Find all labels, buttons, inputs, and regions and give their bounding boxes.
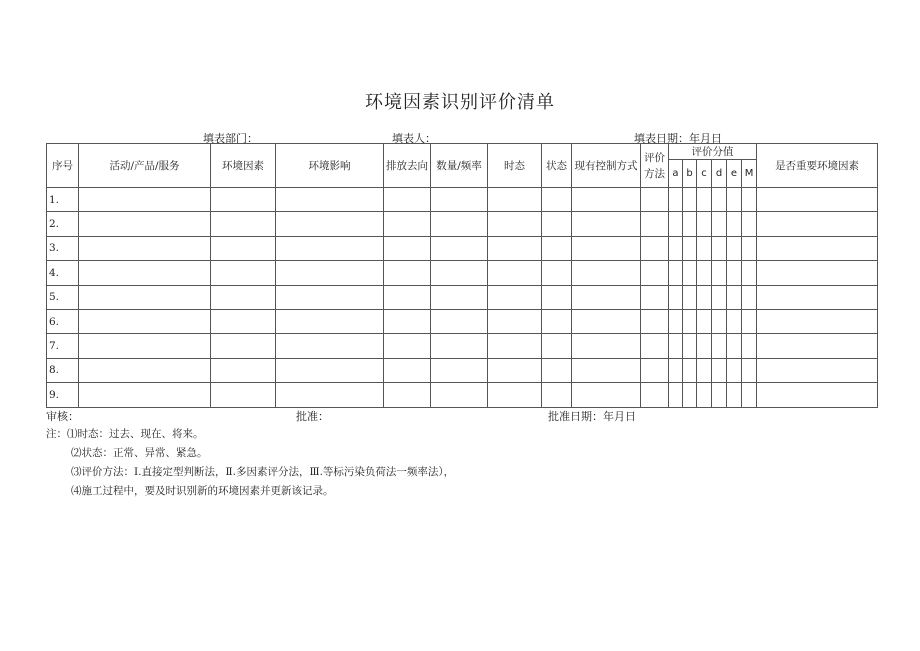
col-discharge: 排放去向 [384, 144, 431, 188]
col-tense: 时态 [488, 144, 542, 188]
table-cell[interactable] [542, 334, 572, 358]
table-cell[interactable] [742, 188, 757, 212]
table-cell[interactable] [669, 309, 683, 333]
table-cell[interactable] [697, 212, 712, 236]
table-cell[interactable] [641, 188, 669, 212]
table-cell[interactable] [641, 383, 669, 407]
row-number: 7. [47, 334, 79, 358]
note-1: 注：⑴时态：过去、现在、将来。 [46, 428, 204, 440]
table-cell[interactable] [712, 334, 727, 358]
col-no: 序号 [47, 144, 79, 188]
table-row [47, 334, 878, 358]
table-row [47, 236, 878, 260]
table-cell[interactable] [669, 212, 683, 236]
table-cell[interactable] [384, 358, 431, 382]
table-cell[interactable] [79, 261, 211, 285]
fill-date-label: 填表日期：年月日 [634, 132, 722, 145]
col-score-a: a [669, 160, 683, 188]
table-cell[interactable] [542, 383, 572, 407]
table-cell[interactable] [712, 358, 727, 382]
table-cell[interactable] [727, 358, 742, 382]
table-cell[interactable] [572, 383, 641, 407]
table-cell[interactable] [757, 358, 878, 382]
table-cell[interactable] [384, 188, 431, 212]
notes [46, 425, 454, 501]
table-cell[interactable] [712, 212, 727, 236]
table-cell[interactable] [488, 383, 542, 407]
table-cell[interactable] [384, 285, 431, 309]
table-cell[interactable] [712, 236, 727, 260]
table-cell[interactable] [276, 236, 384, 260]
col-activity: 活动/产品/服务 [79, 144, 211, 188]
table-cell[interactable] [742, 236, 757, 260]
table-cell[interactable] [742, 285, 757, 309]
row-number: 9. [47, 383, 79, 407]
table-cell[interactable] [276, 334, 384, 358]
table-cell[interactable] [542, 261, 572, 285]
col-score-b: b [683, 160, 697, 188]
review-label: 审核： [46, 410, 79, 423]
table-cell[interactable] [431, 334, 488, 358]
table-cell[interactable] [683, 334, 697, 358]
table-cell[interactable] [712, 261, 727, 285]
table-cell[interactable] [488, 212, 542, 236]
table-cell[interactable] [572, 334, 641, 358]
table-cell[interactable] [641, 285, 669, 309]
row-number: 2. [47, 212, 79, 236]
table-cell[interactable] [669, 358, 683, 382]
col-score: 评价分值 [669, 144, 757, 160]
table-cell[interactable] [211, 383, 276, 407]
table-cell[interactable] [757, 212, 878, 236]
table-cell[interactable] [727, 383, 742, 407]
table-cell[interactable] [572, 358, 641, 382]
table-cell[interactable] [683, 261, 697, 285]
table-cell[interactable] [431, 188, 488, 212]
table-cell[interactable] [431, 261, 488, 285]
table-row [47, 212, 878, 236]
table-cell[interactable] [572, 236, 641, 260]
table-cell[interactable] [488, 285, 542, 309]
col-method-line2: 方法 [644, 167, 665, 180]
table-cell[interactable] [276, 309, 384, 333]
table-cell[interactable] [727, 212, 742, 236]
table-cell[interactable] [488, 334, 542, 358]
table-cell[interactable] [572, 309, 641, 333]
table-cell[interactable] [276, 358, 384, 382]
table-cell[interactable] [641, 334, 669, 358]
table-cell[interactable] [727, 309, 742, 333]
col-score-c: c [697, 160, 712, 188]
table-cell[interactable] [79, 334, 211, 358]
table-cell[interactable] [431, 383, 488, 407]
table-cell[interactable] [211, 309, 276, 333]
row-number: 4. [47, 261, 79, 285]
col-score-m: M [742, 160, 757, 188]
table-cell[interactable] [276, 212, 384, 236]
table-cell[interactable] [79, 285, 211, 309]
filler-label: 填表人： [392, 132, 436, 145]
table-cell[interactable] [727, 334, 742, 358]
table-cell[interactable] [211, 334, 276, 358]
table-cell[interactable] [757, 188, 878, 212]
table-cell[interactable] [79, 212, 211, 236]
table-cell[interactable] [669, 285, 683, 309]
table-row [47, 261, 878, 285]
col-method-line1: 评价 [644, 151, 665, 164]
table-cell[interactable] [712, 383, 727, 407]
table-cell[interactable] [742, 309, 757, 333]
table-cell[interactable] [757, 383, 878, 407]
table-cell[interactable] [757, 261, 878, 285]
table-cell[interactable] [431, 236, 488, 260]
table-cell[interactable] [488, 309, 542, 333]
table-cell[interactable] [742, 334, 757, 358]
table-cell[interactable] [542, 285, 572, 309]
header-row-1 [47, 144, 878, 160]
table-cell[interactable] [757, 285, 878, 309]
row-number: 5. [47, 285, 79, 309]
table-cell[interactable] [79, 309, 211, 333]
table-cell[interactable] [572, 261, 641, 285]
col-quantity: 数量/频率 [431, 144, 488, 188]
table-cell[interactable] [542, 358, 572, 382]
table-row [47, 383, 878, 407]
approve-date-label: 批准日期：年月日 [548, 410, 636, 423]
table-cell[interactable] [384, 309, 431, 333]
table-cell[interactable] [211, 358, 276, 382]
dept-label: 填表部门： [203, 132, 258, 145]
table-row [47, 285, 878, 309]
table-cell[interactable] [641, 358, 669, 382]
row-number: 1. [47, 188, 79, 212]
table-cell[interactable] [683, 188, 697, 212]
table-cell[interactable] [683, 236, 697, 260]
table-cell[interactable] [727, 261, 742, 285]
table-cell[interactable] [727, 285, 742, 309]
table-cell[interactable] [669, 334, 683, 358]
page-title: 环境因素识别评价清单 [365, 92, 555, 113]
table-cell[interactable] [757, 309, 878, 333]
table-cell[interactable] [488, 236, 542, 260]
table-cell[interactable] [211, 261, 276, 285]
table-cell[interactable] [572, 188, 641, 212]
row-number: 3. [47, 236, 79, 260]
table-row [47, 188, 878, 212]
table-cell[interactable] [431, 358, 488, 382]
note-4: ⑷施工过程中，要及时识别新的环境因素并更新该记录。 [71, 485, 334, 497]
table-cell[interactable] [697, 261, 712, 285]
table-cell[interactable] [683, 383, 697, 407]
table-cell[interactable] [572, 212, 641, 236]
table-cell[interactable] [683, 285, 697, 309]
table-cell[interactable] [641, 261, 669, 285]
table-cell[interactable] [276, 285, 384, 309]
table-cell[interactable] [742, 212, 757, 236]
table-cell[interactable] [669, 261, 683, 285]
table-cell[interactable] [384, 334, 431, 358]
table-cell[interactable] [757, 236, 878, 260]
table-cell[interactable] [79, 383, 211, 407]
table-row [47, 358, 878, 382]
col-significant: 是否重要环境因素 [757, 144, 878, 188]
col-score-e: e [727, 160, 742, 188]
table-cell[interactable] [276, 261, 384, 285]
table-cell[interactable] [669, 188, 683, 212]
table-cell[interactable] [384, 383, 431, 407]
table-cell[interactable] [683, 212, 697, 236]
table-cell[interactable] [727, 236, 742, 260]
table-cell[interactable] [542, 309, 572, 333]
note-2: ⑵状态：正常、异常、紧急。 [71, 447, 208, 459]
table-cell[interactable] [542, 212, 572, 236]
table-cell[interactable] [641, 236, 669, 260]
row-number: 8. [47, 358, 79, 382]
table-row [47, 309, 878, 333]
col-score-d: d [712, 160, 727, 188]
table-cell[interactable] [697, 236, 712, 260]
table-cell[interactable] [542, 236, 572, 260]
table-cell[interactable] [697, 358, 712, 382]
table-cell[interactable] [727, 188, 742, 212]
table-cell[interactable] [384, 261, 431, 285]
table-cell[interactable] [572, 285, 641, 309]
table-cell[interactable] [757, 334, 878, 358]
col-control: 现有控制方式 [572, 144, 641, 188]
table-cell[interactable] [211, 212, 276, 236]
note-3: ⑶评价方法：Ⅰ.直接定型判断法，Ⅱ.多因素评分法，Ⅲ.等标污染负荷法一频率法）， [71, 466, 455, 478]
table-cell[interactable] [276, 383, 384, 407]
table-cell[interactable] [712, 309, 727, 333]
col-factor: 环境因素 [211, 144, 276, 188]
table-cell[interactable] [79, 188, 211, 212]
table-cell[interactable] [697, 383, 712, 407]
table-cell[interactable] [669, 236, 683, 260]
table-cell[interactable] [669, 383, 683, 407]
col-state: 状态 [542, 144, 572, 188]
table-cell[interactable] [697, 285, 712, 309]
table-cell[interactable] [697, 188, 712, 212]
table-cell[interactable] [488, 188, 542, 212]
table-cell[interactable] [431, 309, 488, 333]
table-cell[interactable] [697, 309, 712, 333]
table-cell[interactable] [742, 383, 757, 407]
table-cell[interactable] [276, 188, 384, 212]
table-cell[interactable] [712, 285, 727, 309]
col-impact: 环境影响 [276, 144, 384, 188]
table-cell[interactable] [211, 236, 276, 260]
table-cell[interactable] [712, 188, 727, 212]
table-cell[interactable] [79, 358, 211, 382]
table-cell[interactable] [742, 261, 757, 285]
col-method [641, 144, 669, 188]
table-cell[interactable] [211, 188, 276, 212]
table-cell[interactable] [488, 261, 542, 285]
table-cell[interactable] [542, 188, 572, 212]
row-number: 6. [47, 309, 79, 333]
table-cell[interactable] [384, 212, 431, 236]
table-cell[interactable] [641, 212, 669, 236]
table-cell[interactable] [697, 334, 712, 358]
table-cell[interactable] [742, 358, 757, 382]
table-cell[interactable] [384, 236, 431, 260]
table-cell[interactable] [431, 212, 488, 236]
table-cell[interactable] [641, 309, 669, 333]
table-cell[interactable] [683, 358, 697, 382]
approve-label: 批准： [296, 410, 329, 423]
table-cell[interactable] [683, 309, 697, 333]
evaluation-table [46, 143, 878, 408]
table-cell[interactable] [211, 285, 276, 309]
table-cell[interactable] [488, 358, 542, 382]
table-cell[interactable] [79, 236, 211, 260]
table-cell[interactable] [431, 285, 488, 309]
